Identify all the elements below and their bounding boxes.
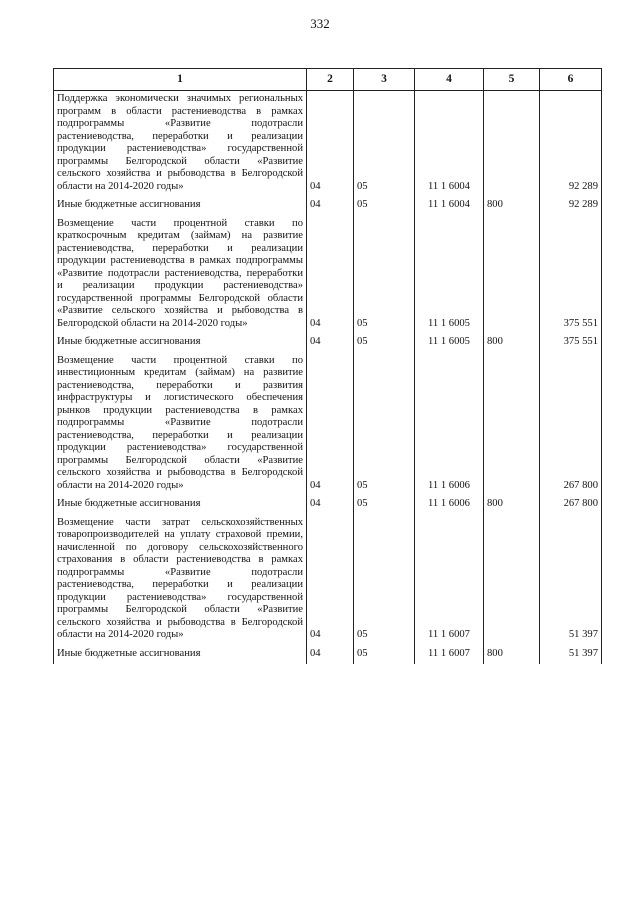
row-target-item: 11 1 6004 bbox=[415, 91, 484, 198]
column-header: 3 bbox=[354, 69, 415, 91]
row-description: Возмещение части процентной ставки по инвестиционным кредитам (займам) на развитие растениеводства, переработки и развития инфраструктуры и логистического обеспечения рынков продукции растениеводства в рамках подпрограммы «Развитие подотрасли растениеводства, переработки и реализации продукции растениеводства» государственной программы Белгородской области «Развитие сельского хозяйства и рыбоводства в Белгородской области на 2014-2020 годы» bbox=[54, 353, 307, 497]
row-description: Иные бюджетные ассигнования bbox=[54, 334, 307, 353]
column-header: 1 bbox=[54, 69, 307, 91]
row-target-item: 11 1 6007 bbox=[415, 646, 484, 665]
row-description: Иные бюджетные ассигнования bbox=[54, 496, 307, 515]
row-amount: 92 289 bbox=[540, 197, 602, 216]
row-expense-type: 800 bbox=[484, 197, 540, 216]
row-subsection: 05 bbox=[354, 216, 415, 335]
row-target-item: 11 1 6007 bbox=[415, 515, 484, 646]
row-expense-type bbox=[484, 353, 540, 497]
column-header: 2 bbox=[307, 69, 354, 91]
table-row bbox=[54, 353, 602, 497]
column-header: 5 bbox=[484, 69, 540, 91]
page-number: 332 bbox=[310, 16, 330, 31]
row-expense-type bbox=[484, 515, 540, 646]
row-description: Поддержка экономически значимых региональных программ в области растениеводства в рамках подпрограммы «Развитие подотрасли растениеводства, переработки и реализации продукции растениеводства» государственной программы Белгородской области «Развитие сельского хозяйства и рыбоводства в Белгородской области на 2014-2020 годы» bbox=[54, 91, 307, 198]
table-row bbox=[54, 515, 602, 646]
row-target-item: 11 1 6004 bbox=[415, 197, 484, 216]
table-row bbox=[54, 334, 602, 353]
row-subsection: 05 bbox=[354, 197, 415, 216]
table-row bbox=[54, 646, 602, 665]
row-amount: 267 800 bbox=[540, 496, 602, 515]
row-subsection: 05 bbox=[354, 646, 415, 665]
row-amount: 267 800 bbox=[540, 353, 602, 497]
row-expense-type bbox=[484, 91, 540, 198]
row-description: Иные бюджетные ассигнования bbox=[54, 646, 307, 665]
row-section: 04 bbox=[307, 515, 354, 646]
row-description: Возмещение части затрат сельскохозяйственных товаропроизводителей на уплату страховой премии, начисленной по договору сельскохозяйственного страхования в области растениеводства в рамках подпрограммы «Развитие подотрасли растениеводства, переработки и реализации продукции растениеводства» государственной программы Белгородской области «Развитие сельского хозяйства и рыбоводства в Белгородской области на 2014-2020 годы» bbox=[54, 515, 307, 646]
row-section: 04 bbox=[307, 353, 354, 497]
table-row bbox=[54, 496, 602, 515]
table-header-row bbox=[54, 69, 602, 91]
row-target-item: 11 1 6006 bbox=[415, 353, 484, 497]
row-target-item: 11 1 6005 bbox=[415, 216, 484, 335]
table-row bbox=[54, 216, 602, 335]
budget-table bbox=[53, 68, 602, 664]
row-subsection: 05 bbox=[354, 91, 415, 198]
row-subsection: 05 bbox=[354, 496, 415, 515]
table-row bbox=[54, 91, 602, 198]
row-subsection: 05 bbox=[354, 515, 415, 646]
row-expense-type: 800 bbox=[484, 334, 540, 353]
row-target-item: 11 1 6005 bbox=[415, 334, 484, 353]
row-section: 04 bbox=[307, 91, 354, 198]
row-expense-type bbox=[484, 216, 540, 335]
row-subsection: 05 bbox=[354, 353, 415, 497]
row-amount: 92 289 bbox=[540, 91, 602, 198]
column-header: 4 bbox=[415, 69, 484, 91]
row-description: Возмещение части процентной ставки по краткосрочным кредитам (займам) на развитие растениеводства, переработки и реализации продукции растениеводства в рамках подпрограммы «Развитие подотрасли растениеводства, переработки и реализации продукции растениеводства» государственной программы Белгородской области «Развитие сельского хозяйства и рыбоводства в Белгородской области на 2014-2020 годы» bbox=[54, 216, 307, 335]
row-section: 04 bbox=[307, 197, 354, 216]
row-amount: 51 397 bbox=[540, 515, 602, 646]
column-header: 6 bbox=[540, 69, 602, 91]
table-body bbox=[54, 91, 602, 665]
row-amount: 375 551 bbox=[540, 334, 602, 353]
row-section: 04 bbox=[307, 216, 354, 335]
row-amount: 51 397 bbox=[540, 646, 602, 665]
row-section: 04 bbox=[307, 646, 354, 665]
row-expense-type: 800 bbox=[484, 646, 540, 665]
row-amount: 375 551 bbox=[540, 216, 602, 335]
row-expense-type: 800 bbox=[484, 496, 540, 515]
table-row bbox=[54, 197, 602, 216]
row-target-item: 11 1 6006 bbox=[415, 496, 484, 515]
row-section: 04 bbox=[307, 334, 354, 353]
row-section: 04 bbox=[307, 496, 354, 515]
row-subsection: 05 bbox=[354, 334, 415, 353]
row-description: Иные бюджетные ассигнования bbox=[54, 197, 307, 216]
